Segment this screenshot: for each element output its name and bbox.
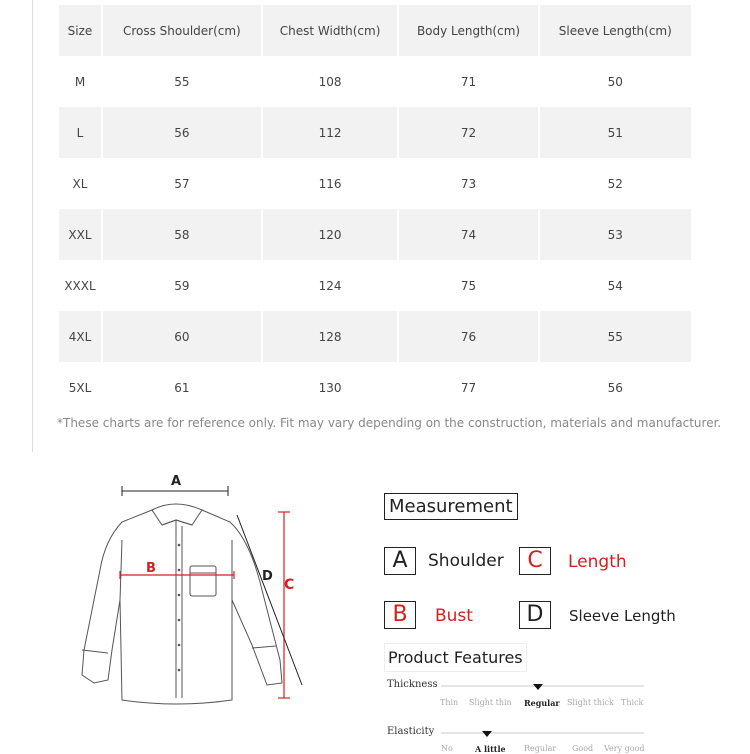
product-features-title: Product Features <box>384 643 527 672</box>
table-cell: 55 <box>540 311 691 362</box>
thickness-option: Thin <box>440 698 459 707</box>
left-divider <box>32 0 33 452</box>
table-cell: 74 <box>399 209 537 260</box>
shirt-diagram <box>72 470 317 720</box>
table-cell: 130 <box>318 380 342 395</box>
measurement-title: Measurement <box>384 493 518 520</box>
elasticity-label: Elasticity <box>387 726 435 737</box>
table-cell: L <box>59 107 101 158</box>
table-row <box>59 260 691 311</box>
table-cell: XXL <box>59 209 101 260</box>
table-header-row <box>59 5 691 56</box>
elasticity-option-selected: A little <box>475 744 506 754</box>
diagram-label-d: D <box>262 569 273 584</box>
table-row <box>59 158 691 209</box>
key-box-d: D <box>519 601 551 629</box>
elasticity-option: Very good <box>604 744 645 753</box>
key-box-b: B <box>384 601 416 629</box>
diagram-label-a: A <box>171 474 182 489</box>
table-row <box>59 311 691 362</box>
diagram-label-b: B <box>146 561 156 576</box>
thickness-option: Slight thin <box>469 698 512 707</box>
table-cell: 108 <box>318 74 342 89</box>
header-cell: Chest Width(cm) <box>263 5 398 56</box>
key-label-sleeve-length: Sleeve Length <box>569 607 676 625</box>
elasticity-option: No <box>441 744 453 753</box>
thickness-marker-icon <box>533 684 543 690</box>
table-row <box>59 209 691 260</box>
elasticity-option: Regular <box>524 744 557 753</box>
table-row <box>59 362 691 413</box>
elasticity-marker-icon <box>482 731 492 737</box>
elasticity-scale-line <box>441 732 644 734</box>
table-cell: 59 <box>174 278 190 293</box>
table-cell: 128 <box>263 311 398 362</box>
table-cell: 72 <box>399 107 537 158</box>
size-chart-table <box>57 5 693 413</box>
table-cell: 75 <box>460 278 477 293</box>
table-cell: 73 <box>460 176 477 191</box>
table-cell: XXXL <box>64 278 96 293</box>
table-cell: 53 <box>540 209 691 260</box>
table-cell: 5XL <box>68 380 92 395</box>
table-cell: 55 <box>174 74 190 89</box>
header-cell: Body Length(cm) <box>399 5 537 56</box>
thickness-option-selected: Regular <box>524 698 560 708</box>
key-label-length: Length <box>568 552 627 572</box>
table-cell: M <box>74 74 86 89</box>
table-cell: 112 <box>263 107 398 158</box>
thickness-label: Thickness <box>387 679 438 690</box>
table-cell: 116 <box>318 176 342 191</box>
table-cell: 61 <box>174 380 190 395</box>
key-label-shoulder: Shoulder <box>428 551 504 571</box>
elasticity-option: Good <box>572 744 594 753</box>
table-cell: 56 <box>607 380 623 395</box>
thickness-option: Thick <box>621 698 644 707</box>
key-box-c: C <box>519 547 551 575</box>
table-cell: 58 <box>103 209 261 260</box>
header-cell: Cross Shoulder(cm) <box>103 5 261 56</box>
table-row <box>59 107 691 158</box>
key-box-a: A <box>384 547 416 575</box>
table-cell: 77 <box>460 380 477 395</box>
key-label-bust: Bust <box>435 606 473 626</box>
reference-note: *These charts are for reference only. Fit may vary depending on the construction, materials and manufacturer. <box>57 416 722 430</box>
table-cell: 76 <box>399 311 537 362</box>
table-cell: 124 <box>318 278 342 293</box>
header-cell: Sleeve Length(cm) <box>540 5 691 56</box>
table-cell: 52 <box>607 176 623 191</box>
diagram-label-c: C <box>284 577 295 593</box>
table-cell: 71 <box>460 74 477 89</box>
table-cell: 57 <box>174 176 190 191</box>
table-cell: 54 <box>607 278 623 293</box>
thickness-option: Slight thick <box>567 698 614 707</box>
table-cell: 56 <box>103 107 261 158</box>
table-cell: 120 <box>263 209 398 260</box>
header-cell: Size <box>59 5 101 56</box>
table-cell: 50 <box>607 74 623 89</box>
table-row <box>59 56 691 107</box>
table-cell: 4XL <box>59 311 101 362</box>
table-cell: XL <box>72 176 88 191</box>
table-cell: 51 <box>540 107 691 158</box>
table-cell: 60 <box>103 311 261 362</box>
